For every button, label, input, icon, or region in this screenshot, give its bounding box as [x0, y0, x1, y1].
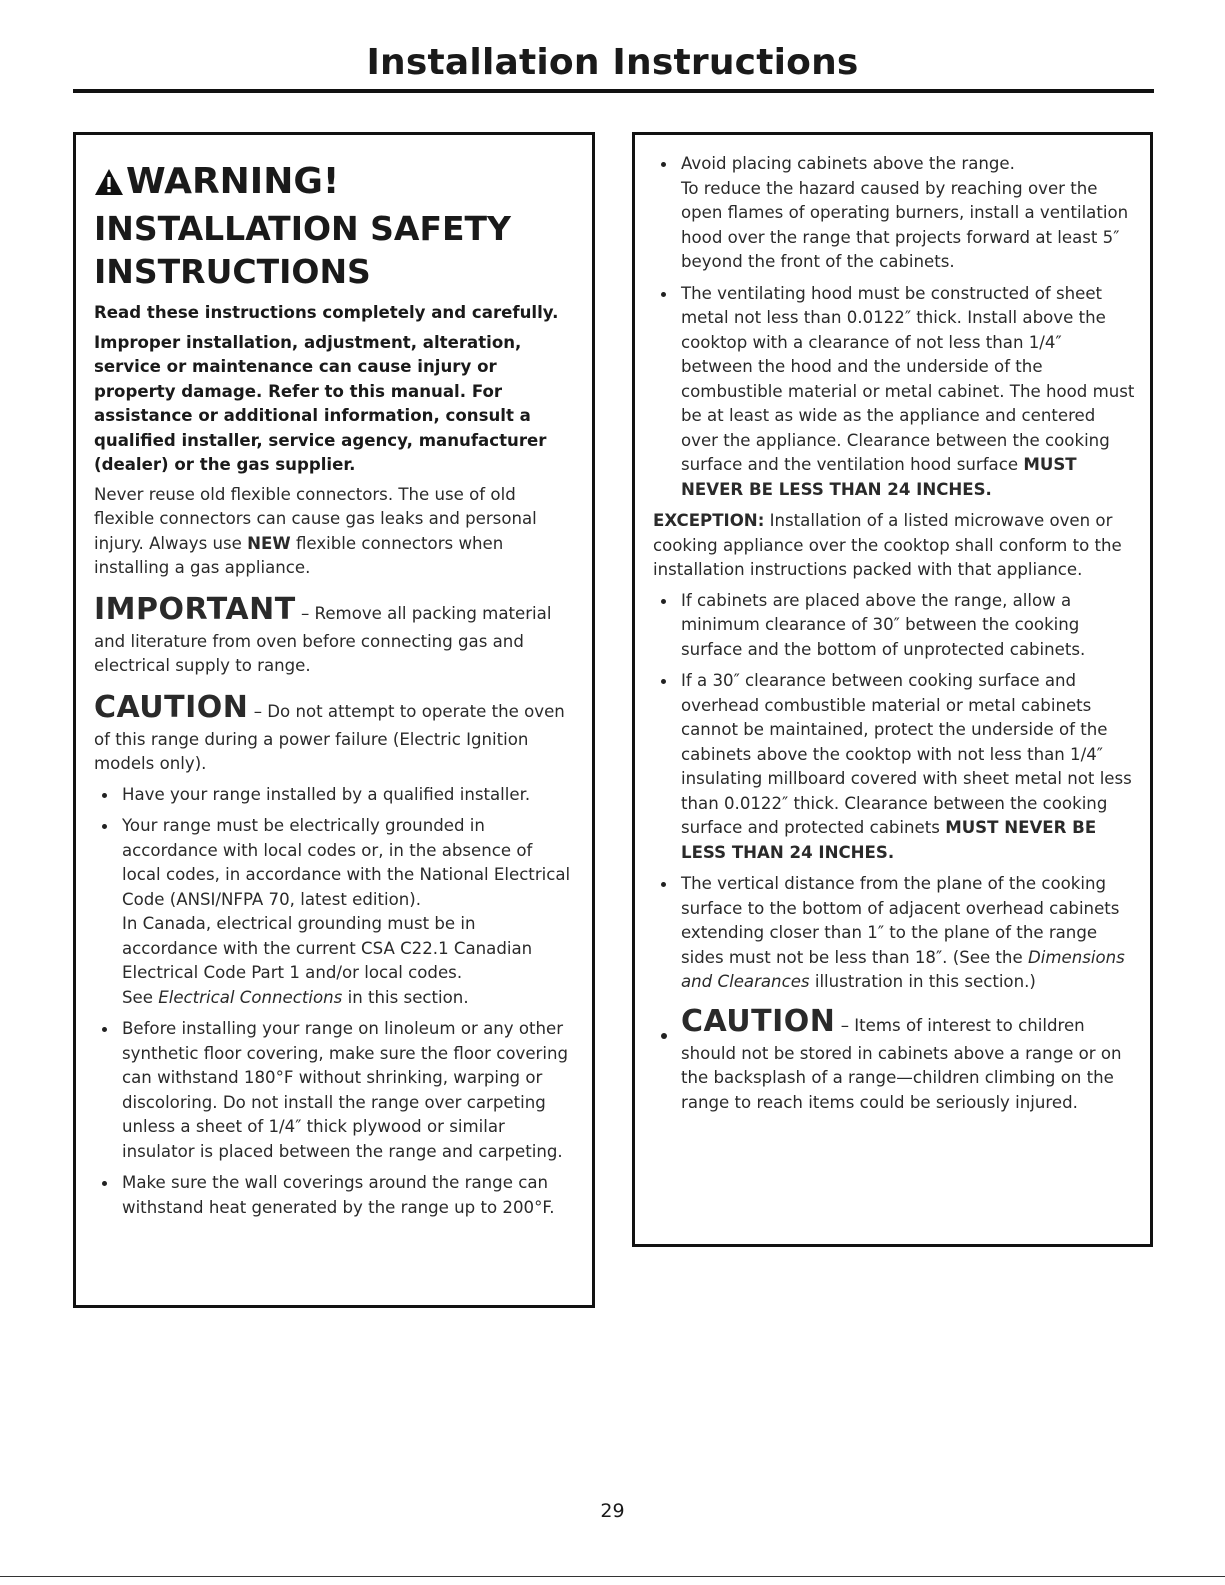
millboard-text: If a 30″ clearance between cooking surface and overhead combustible material or metal cabinets cannot be maintained, protect the underside of the cabinets above the cooktop with not less than 1/4″ insulating millboard covered with sheet metal not less than 0.0122″ thick. Clearance between the cooking surface and protected cabinets [681, 671, 1132, 837]
important-lead: IMPORTANT [94, 591, 296, 627]
page-title: Installation Instructions [366, 42, 859, 83]
ventilating-hood-text: The ventilating hood must be constructed of sheet metal not less than 0.0122″ thick. Install above the cooktop with a clearance of not less than 1/4″ between the hood and the underside of the combustible material or metal cabinet. The hood must be at least as wide as the appliance and centered over the appliance. Clearance between the cooking surface and the ventilation hood surface [681, 283, 1135, 474]
list-item [94, 814, 574, 1010]
warning-label: WARNING! [126, 161, 340, 202]
important-body: – Remove all packing material and literature from oven before connecting gas and electrical supply to range. [94, 603, 552, 675]
exception-body: Installation of a listed microwave oven or cooking appliance over the cooktop shall conform to the installation instructions packed with that appliance. [653, 511, 1122, 579]
section-title: INSTALLATION SAFETY INSTRUCTIONS [94, 209, 511, 291]
bottom-rule [0, 1576, 1225, 1577]
list-item: Have your range installed by a qualified installer. [94, 783, 574, 808]
see-prefix: See [122, 987, 159, 1007]
warning-heading [94, 161, 574, 203]
never-reuse-part-2: flexible connectors when installing a gas appliance. [94, 533, 504, 577]
improper-installation-text: Improper installation, adjustment, alteration, service or maintenance can cause injury or property damage. Refer to this manual. For assistance or additional information, consult a qualified installer, service agency, manufacturer (dealer) or the gas supplier. [94, 332, 547, 474]
caution-text [94, 688, 574, 777]
list-item [653, 872, 1136, 995]
title-rule [73, 89, 1154, 93]
important-text [94, 590, 574, 679]
dimensions-clearances-ref: Dimensions and Clearances [681, 947, 1125, 991]
left-bullet-list [94, 783, 574, 1221]
avoid-cabinets-text: Avoid placing cabinets above the range. [681, 154, 1015, 173]
cabinet-clearance-box [632, 132, 1153, 1247]
never-reuse-part-1: Never reuse old flexible connectors. The use of old flexible connectors can cause gas leaks and personal injury. Always use [94, 484, 537, 553]
vertical-distance-pre: The vertical distance from the plane of the cooking surface to the bottom of adjacent overhead cabinets extending closer than 1″ to the plane of the range sides must not be less than 18″. (See the [681, 874, 1120, 967]
millboard-bold: MUST NEVER BE LESS THAN 24 INCHES. [681, 818, 1097, 862]
list-item: If cabinets are placed above the range, allow a minimum clearance of 30″ between the cooking surface and the bottom of unprotected cabinets. [653, 589, 1136, 663]
list-item: Make sure the wall coverings around the range can withstand heat generated by the range up to 200°F. [94, 1171, 574, 1220]
see-electrical-text [122, 986, 574, 1011]
page-number: 29 [600, 1500, 625, 1522]
list-item: Before installing your range on linoleum or any other synthetic floor covering, make sure the floor covering can withstand 180°F without shrinking, warping or discoloring. Do not install the range over carpeting unless a sheet of 1/4″ thick plywood or similar insulator is placed between the range and carpeting. [94, 1017, 574, 1164]
list-item [653, 669, 1136, 865]
vertical-distance-post: illustration in this section.) [809, 972, 1036, 991]
children-caution-lead: CAUTION [681, 1003, 836, 1039]
right-bullet-list-bottom [653, 589, 1136, 1116]
exception-label: EXCEPTION: [653, 511, 765, 530]
safety-instructions-box [73, 132, 595, 1308]
never-reuse-new: NEW [247, 533, 291, 553]
right-bullet-list-top [653, 152, 1136, 502]
grounding-text: Your range must be electrically grounded in accordance with local codes or, in the absence of local codes, in accordance with the National Electrical Code (ANSI/NFPA 70, latest edition). [122, 816, 571, 909]
see-suffix: in this section. [342, 987, 469, 1007]
list-item [653, 282, 1136, 503]
reduce-hazard-text: To reduce the hazard caused by reaching over the open flames of operating burners, install a ventilation hood over the range that projects forward at least 5″ beyond the front of the cabinets. [681, 178, 1129, 271]
canada-grounding-text: In Canada, electrical grounding must be in accordance with the current CSA C22.1 Canadian Electrical Code Part 1 and/or local codes. [122, 914, 533, 982]
never-reuse-text [94, 483, 574, 581]
caution-lead: CAUTION [94, 689, 249, 725]
read-completely-text: Read these instructions completely and carefully. [94, 303, 559, 322]
warning-triangle-icon [94, 168, 124, 196]
list-item [653, 1002, 1136, 1116]
ventilating-hood-bold: MUST NEVER BE LESS THAN 24 INCHES. [681, 455, 1077, 499]
caution-body: – Do not attempt to operate the oven of this range during a power failure (Electric Ignition models only). [94, 701, 565, 773]
electrical-connections-ref: Electrical Connections [158, 987, 343, 1007]
children-caution-body: – Items of interest to children should not be stored in cabinets above a range or on the backsplash of a range—children climbing on the range to reach items could be seriously injured. [681, 1015, 1122, 1112]
list-item [653, 152, 1136, 275]
exception-text [653, 509, 1136, 583]
